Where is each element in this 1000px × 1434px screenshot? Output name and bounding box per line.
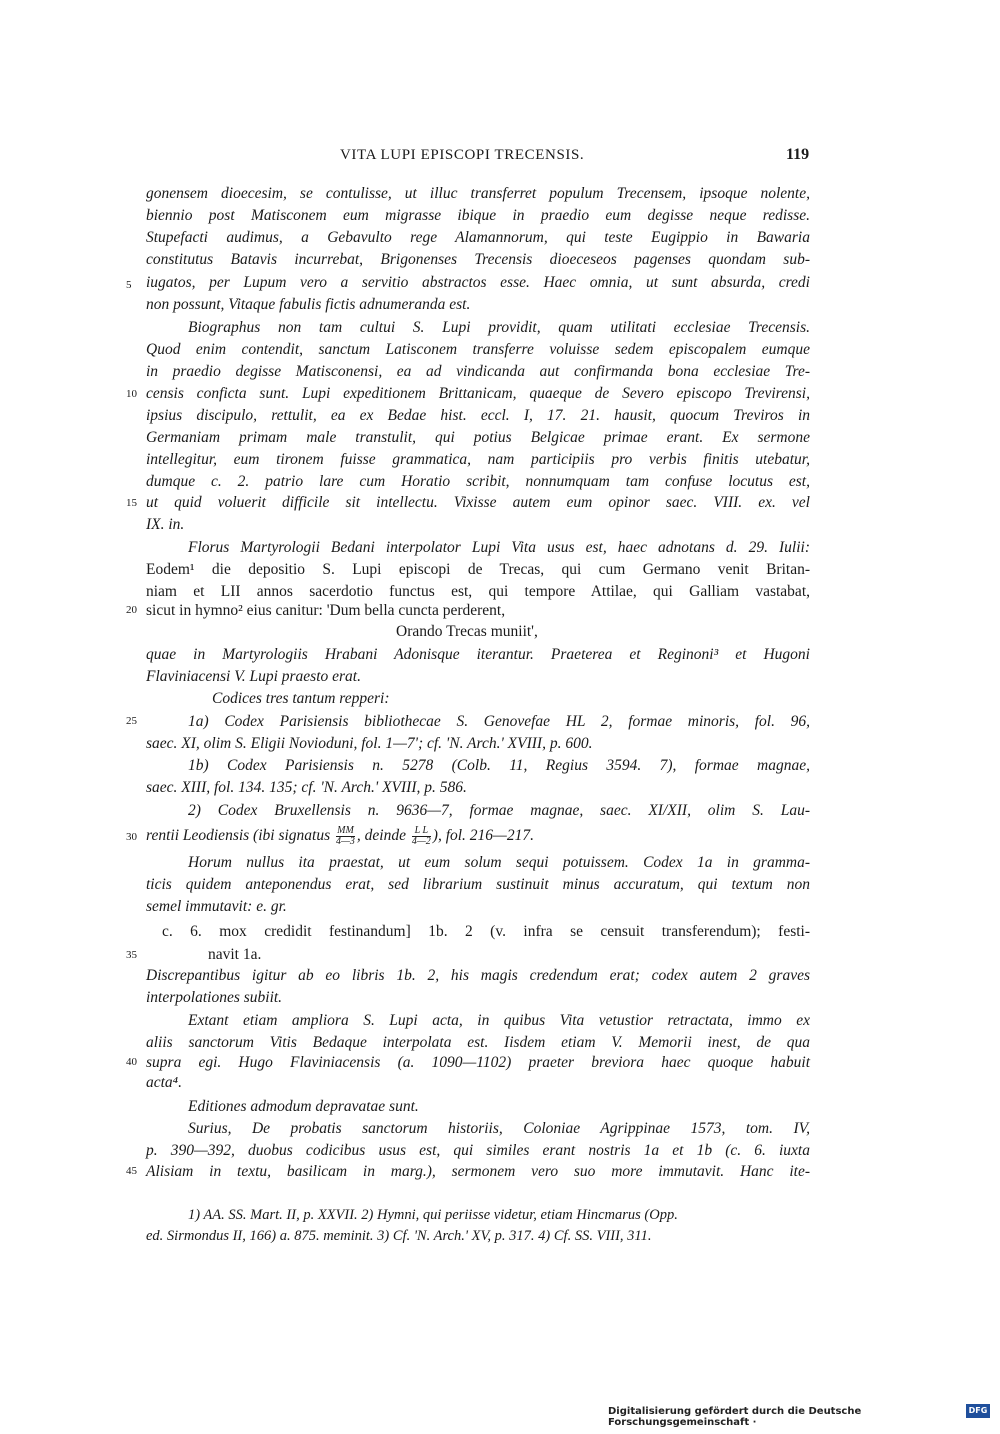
text-line: Flaviniacensi V. Lupi praesto erat. [146, 668, 361, 685]
text-line: Editiones admodum depravatae sunt. [188, 1098, 419, 1115]
text-line: Horum nullus ita praestat, ut eum solum sequi potuissem. Codex 1a in gramma- [188, 854, 810, 871]
text-line: quae in Martyrologiis Hrabani Adonisque iterantur. Praeterea et Reginoni³ et Hugoni [146, 646, 810, 663]
dfg-logo: DFG [966, 1404, 990, 1418]
text-line: Discrepantibus igitur ab eo libris 1b. 2, his magis credendum erat; codex autem 2 graves [146, 967, 810, 984]
text-line: dumque c. 2. patrio lare cum Horatio scribit, nonnumquam tam confuse locutus est, [146, 473, 810, 490]
text-line: iugatos, per Lupum vero a servitio abstractos esse. Haec omnia, ut sunt absurda, credi [146, 274, 810, 291]
line-number: 30 [126, 831, 137, 843]
text-line: interpolationes subiit. [146, 989, 283, 1006]
line-number: 35 [126, 949, 137, 961]
fraction [336, 826, 355, 847]
text-line: 1b) Codex Parisiensis n. 5278 (Colb. 11, Regius 3594. 7), formae magnae, [188, 757, 810, 774]
text-line: Extant etiam ampliora S. Lupi acta, in quibus Vita vetustior retractata, immo ex [188, 1012, 810, 1029]
text-line: supra egi. Hugo Flaviniacensis (a. 1090—1102) praeter breviora haec quoque habuit [146, 1054, 810, 1071]
text-line: semel immutavit: e. gr. [146, 898, 287, 915]
page-number: 119 [786, 146, 810, 163]
text-line: Biographus non tam cultui S. Lupi providit, quam utilitati ecclesiae Trecensis. [188, 319, 810, 336]
text-line: aliis sanctorum Vitis Bedaque interpolata est. Iisdem etiam V. Memorii inest, de qua [146, 1034, 810, 1051]
text-line: IX. in. [146, 516, 185, 533]
text-segment: ), fol. 216—217. [432, 827, 534, 845]
text-line: Stupefacti audimus, a Gebavulto rege Alamannorum, qui teste Eugippio in Bawaria [146, 229, 810, 246]
fraction-denominator: 4—3 [336, 836, 355, 847]
text-line: gonensem dioecesim, se contulisse, ut illuc transferret populum Trecensem, ipsoque nolente, [146, 185, 810, 202]
line-number: 20 [126, 604, 137, 616]
text-line: Quod enim contendit, sanctum Latisconem transferre voluisse sedem episcopalem eumque [146, 341, 810, 358]
text-line: censis conficta sunt. Lupi expeditionem Brittanicam, quaeque de Severo episcopo Trevirensi, [146, 385, 810, 402]
fraction-numerator: MM [337, 825, 354, 836]
text-line: non possunt, Vitaque fabulis fictis adnumeranda est. [146, 296, 471, 313]
text-line: acta⁴. [146, 1074, 182, 1091]
text-line: niam et LII annos sacerdotio functus est, qui tempore Attilae, qui Galliam vastabat, [146, 583, 810, 600]
fraction-numerator: L L [412, 826, 431, 837]
text-line: sicut in hymno² eius canitur: 'Dum bella cuncta perderent, [146, 602, 506, 619]
text-line: 2) Codex Bruxellensis n. 9636—7, formae magnae, saec. XI/XII, olim S. Lau- [188, 802, 810, 819]
text-line: p. 390—392, duobus codicibus usus est, qui similes erant nostris 1a et 1b (c. 6. iuxta [146, 1142, 810, 1159]
text-line: constitutus Batavis incurrebat, Brigonenses Trecensis dioeceseos pagenses quondam sub- [146, 251, 810, 268]
line-number: 15 [126, 497, 137, 509]
text-segment: , deinde [356, 827, 406, 845]
text-line: saec. XI, olim S. Eligii Novioduni, fol. 1—7'; cf. 'N. Arch.' XVIII, p. 600. [146, 735, 593, 752]
line-number: 40 [126, 1056, 137, 1068]
text-line: navit 1a. [208, 946, 262, 963]
text-line: 1a) Codex Parisiensis bibliothecae S. Genovefae HL 2, formae minoris, fol. 96, [188, 713, 810, 730]
text-line: ticis quidem anteponendus erat, sed librarium sustinuit minus accuratum, qui textum non [146, 876, 810, 893]
text-line: Surius, De probatis sanctorum historiis, Coloniae Agrippinae 1573, tom. IV, [188, 1120, 810, 1137]
text-segment: rentii Leodiensis (ibi signatus [146, 827, 331, 845]
text-line: Florus Martyrologii Bedani interpolator Lupi Vita usus est, haec adnotans d. 29. Iulii: [188, 539, 810, 556]
text-line: saec. XIII, fol. 134. 135; cf. 'N. Arch.' XVIII, p. 586. [146, 779, 467, 796]
text-line: c. 6. mox credidit festinandum] 1b. 2 (v. infra se censuit transferendum); festi- [162, 923, 810, 940]
text-line: biennio post Matisconem eum migrasse ibique in praedio eum degisse neque redisse. [146, 207, 810, 224]
text-line: ipsius discipulo, rettulit, ea ex Bedae hist. eccl. I, 17. 21. hausit, quocum Treviros in [146, 407, 810, 424]
line-number: 25 [126, 715, 137, 727]
running-header-title: VITA LUPI EPISCOPI TRECENSIS. [340, 147, 585, 163]
text-line [146, 826, 810, 847]
text-line: Codices tres tantum repperi: [212, 690, 390, 707]
line-number: 45 [126, 1165, 137, 1177]
text-line: intellegitur, eum tironem fuisse grammatica, nam participiis pro verbis finitis utebatur, [146, 451, 810, 468]
fraction [412, 826, 431, 847]
line-number: 5 [126, 279, 132, 291]
text-line: ut quid voluerit difficile sit intellectu. Vixisse autem eum opinor saec. VIII. ex. vel [146, 494, 810, 511]
text-line: in praedio degisse Matisconensi, ea ad vindicanda aut confirmanda bona ecclesiae Tre- [146, 363, 810, 380]
text-line: Germaniam primam male transtulit, qui potius Belgicae primae erant. Ex sermone [146, 429, 810, 446]
text-line: Alisiam in textu, basilicam in marg.), sermonem vero suo more immutavit. Hanc ite- [146, 1163, 810, 1180]
fraction-denominator: 4—2 [411, 836, 431, 847]
footnote-line: 1) AA. SS. Mart. II, p. XXVII. 2) Hymni, qui periisse videtur, etiam Hincmarus (Opp. [188, 1207, 678, 1223]
line-number: 10 [126, 388, 137, 400]
footnote-line: ed. Sirmondus II, 166) a. 875. meminit. 3) Cf. 'N. Arch.' XV, p. 317. 4) Cf. SS. VIII, 311. [146, 1228, 652, 1244]
text-line: Orando Trecas muniit', [396, 623, 538, 640]
text-line: Eodem¹ die depositio S. Lupi episcopi de Trecas, qui cum Germano venit Britan- [146, 561, 810, 578]
digitization-credit: Digitalisierung gefördert durch die Deutsche Forschungsgemeinschaft · [608, 1406, 862, 1428]
